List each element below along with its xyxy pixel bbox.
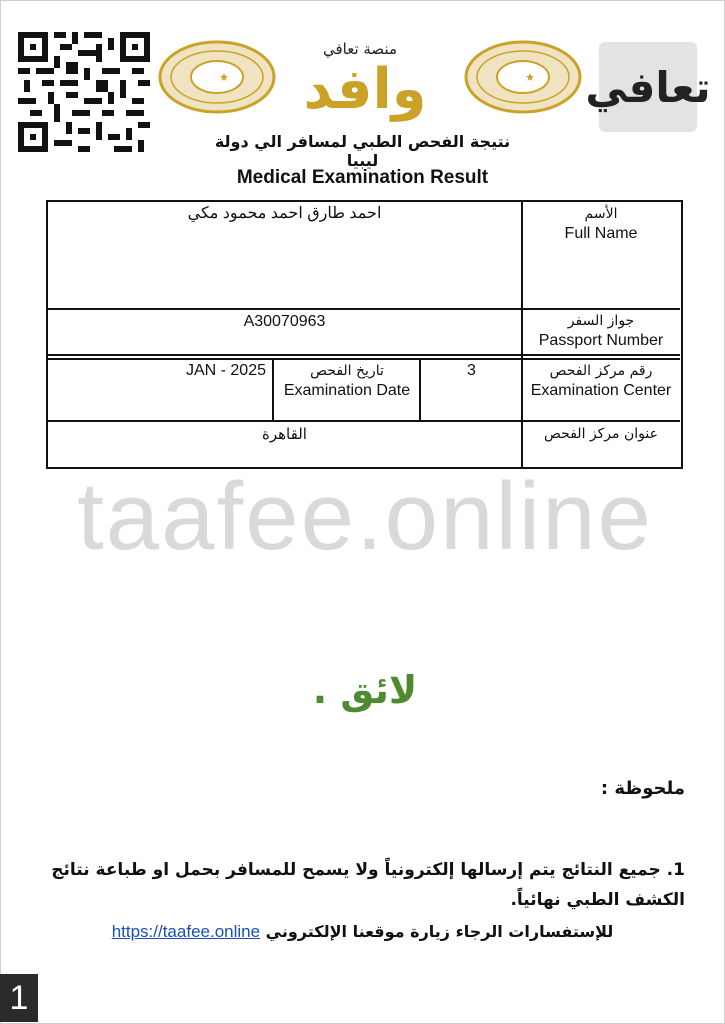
- passport-label: جواز السفر Passport Number: [538, 313, 664, 349]
- table-divider: [272, 358, 274, 420]
- document-title: Medical Examination Result: [236, 167, 489, 188]
- watermark: taafee.online: [77, 463, 653, 570]
- exam-center-value: 3: [467, 362, 476, 379]
- exam-center-label: رقم مركز الفحص Examination Center: [530, 363, 672, 399]
- page-number: 1: [0, 974, 38, 1022]
- svg-text:وافد: وافد: [303, 57, 427, 122]
- passport-value: A30070963: [243, 313, 326, 330]
- center-address-label: عنوان مركز الفحص: [544, 426, 658, 442]
- inquiry-line: [90, 922, 635, 942]
- table-divider: [48, 308, 680, 310]
- inquiry-text: للإستفسارات الرجاء زيارة موقعنا الإلكتروني: [265, 922, 614, 941]
- svg-text:تعافي: تعافي: [585, 63, 711, 112]
- results-table: [46, 200, 683, 469]
- document-subtitle-ar: نتيجة الفحص الطبي لمسافر الي دولة ليبيا: [214, 132, 511, 170]
- table-divider: [48, 354, 680, 356]
- ministry-seal-left: [158, 40, 276, 114]
- note-item: 1. جميع النتائج يتم إرسالها إلكترونياً ولا يسمح للمسافر بحمل او طباعة نتائج الكشف الطبي نهائياً.: [51, 860, 685, 910]
- wafed-logo: [270, 57, 460, 122]
- table-divider: [521, 202, 523, 467]
- table-divider: [48, 420, 680, 422]
- platform-label: منصة تعافي: [322, 40, 398, 58]
- qr-code: [18, 32, 150, 152]
- exam-date-value: JAN - 2025: [185, 362, 266, 379]
- center-address-value: القاهرة: [262, 425, 307, 443]
- table-divider: [419, 358, 421, 420]
- taafee-logo: [585, 42, 711, 132]
- exam-date-label: تاريخ الفحص Examination Date: [283, 363, 411, 399]
- notes-heading: ملحوظة :: [600, 778, 685, 799]
- full-name-label: الأسم Full Name: [564, 206, 638, 242]
- full-name-value: احمد طارق احمد محمود مكي: [187, 205, 382, 222]
- table-divider: [48, 358, 680, 360]
- result-status: لائق .: [312, 668, 418, 712]
- website-link[interactable]: https://taafee.online: [111, 922, 261, 941]
- ministry-seal-right: [464, 40, 582, 114]
